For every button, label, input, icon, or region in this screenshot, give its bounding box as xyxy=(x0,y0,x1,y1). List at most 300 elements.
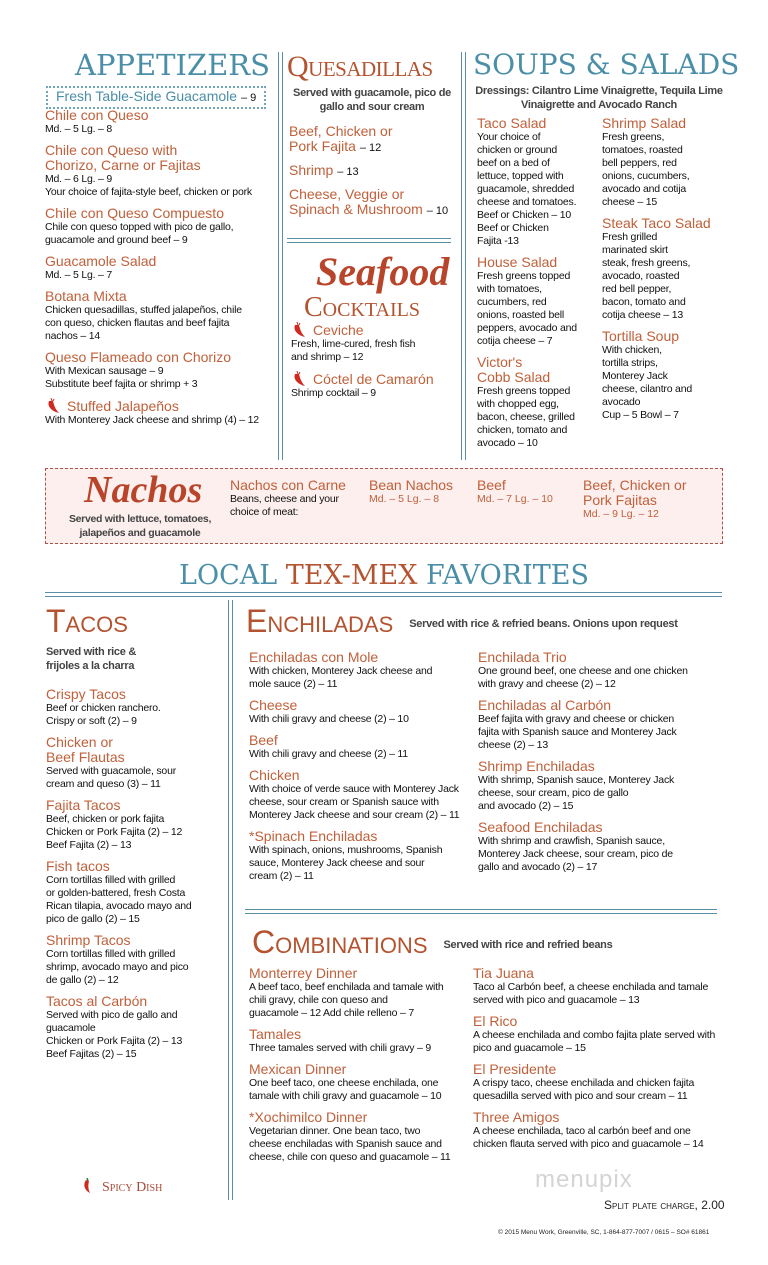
item-name-row xyxy=(249,1062,471,1077)
item-desc: Chicken quesadillas, stuffed jalapeños, chile xyxy=(45,304,242,316)
section-divider xyxy=(287,238,451,243)
item-name-row xyxy=(46,687,226,702)
seafood-title: Seafood xyxy=(316,249,450,294)
tacos-note: Served with rice & frijoles a la charra xyxy=(46,646,136,672)
item-name: Enchiladas al Carbón xyxy=(478,697,612,713)
item-desc: Three tamales served with chili gravy – 9 xyxy=(249,1042,432,1054)
item-desc: red bell pepper, xyxy=(602,283,672,295)
item-desc: Fresh, lime-cured, fresh fish xyxy=(291,338,416,350)
item-desc: chicken or ground xyxy=(477,144,558,156)
item-name: El Rico xyxy=(473,1013,518,1029)
item-desc: cheese – 15 xyxy=(602,196,658,208)
item-name-row xyxy=(45,289,277,304)
menu-item xyxy=(477,355,602,450)
item-desc: guacamole – 12 Add chile relleno – 7 xyxy=(249,1007,415,1019)
item-desc: Chicken or Pork Fajita (2) – 13 xyxy=(46,1035,183,1047)
item-desc: Served with guacamole, sour xyxy=(46,765,177,777)
item-desc: Fresh greens topped xyxy=(477,385,571,397)
item-name-row xyxy=(249,966,471,981)
item-name: Stuffed Jalapeños xyxy=(67,398,179,414)
item-name: Shrimp xyxy=(289,162,334,178)
menu-item xyxy=(473,1014,728,1055)
item-desc: With shrimp, Spanish sauce, Monterey Jack xyxy=(478,774,675,786)
menu-item xyxy=(291,371,459,400)
item-name-row xyxy=(291,371,459,387)
item-name-row xyxy=(289,139,459,156)
item-desc: tamale with chili gravy and guacamole – 10 xyxy=(249,1090,442,1102)
soups-title: SOUPS & SALADS xyxy=(473,48,740,81)
item-desc: chicken flauta served with pico and guacamole – 14 xyxy=(473,1138,704,1150)
item-name: Chile con Queso with xyxy=(45,142,178,158)
item-name: Chile con Queso xyxy=(45,107,149,123)
item-name-row xyxy=(473,1062,728,1077)
item-desc: Chicken or Pork Fajita (2) – 12 xyxy=(46,826,183,838)
item-name-row xyxy=(46,933,226,948)
enchiladas-list-left xyxy=(249,650,477,883)
item-name-row xyxy=(602,329,728,344)
item-name: Taco Salad xyxy=(477,115,547,131)
item-desc: and shrimp – 12 xyxy=(291,351,364,363)
item-desc: onions, cucumbers, xyxy=(602,170,690,182)
item-name-row xyxy=(473,1014,728,1029)
item-sizes: Md. – 7 Lg. – 10 xyxy=(477,493,553,505)
item-desc: quesadilla served with pico and sour cream – 11 xyxy=(473,1090,688,1102)
item-desc: One ground beef, one cheese and one chicken xyxy=(478,665,688,677)
item-name: Chicken xyxy=(249,767,300,783)
item-name: Mexican Dinner xyxy=(249,1061,347,1077)
item-name-row xyxy=(477,116,602,131)
item-name-row xyxy=(45,108,277,123)
tacos-block xyxy=(46,605,226,1061)
item-name: Guacamole Salad xyxy=(45,253,157,269)
item-desc: Corn tortillas filled with grilled xyxy=(46,874,176,886)
item-desc: Beef or chicken ranchero. xyxy=(46,702,161,714)
menu-item xyxy=(45,206,277,247)
menu-item xyxy=(291,322,459,364)
item-desc: avocado – 10 xyxy=(477,437,538,449)
item-name: Pork Fajitas xyxy=(583,492,657,508)
item-name-row xyxy=(478,650,723,665)
item-name: Beef, Chicken or xyxy=(289,123,393,139)
item-name: Monterrey Dinner xyxy=(249,965,358,981)
item-desc: Cup – 5 Bowl – 7 xyxy=(602,409,679,421)
item-desc: cheese, chile con queso and guacamole – 11 xyxy=(249,1151,451,1163)
featured-price: – 9 xyxy=(240,92,257,104)
item-desc: con queso, chicken flautas and beef fajita xyxy=(45,317,230,329)
item-desc: A cheese enchilada and combo fajita plate served with xyxy=(473,1029,716,1041)
menu-item xyxy=(602,216,728,322)
item-desc: Monterey Jack cheese, sour cream, pico de xyxy=(478,848,673,860)
item-price: – 10 xyxy=(426,205,449,217)
item-desc: cream (2) – 11 xyxy=(249,870,314,882)
item-desc: Beef, chicken or pork fajita xyxy=(46,813,165,825)
item-desc: With chicken, Monterey Jack cheese and xyxy=(249,665,433,677)
nachos-option xyxy=(583,478,687,521)
quesadillas-list xyxy=(285,124,459,219)
item-price: – 12 xyxy=(359,142,382,154)
item-desc: with chopped egg, xyxy=(477,398,559,410)
item-desc: Corn tortillas filled with grilled xyxy=(46,948,176,960)
item-desc: nachos – 14 xyxy=(45,330,101,342)
soups-columns xyxy=(468,116,730,450)
split-plate-charge: Split plate charge, 2.00 xyxy=(604,1198,725,1212)
item-name: Three Amigos xyxy=(473,1109,560,1125)
menu-item xyxy=(249,1027,471,1055)
nachos-option xyxy=(369,478,453,506)
item-desc: A cheese enchilada, taco al carbón beef and one xyxy=(473,1125,691,1137)
combinations-note: Served with rice and refried beans xyxy=(443,939,613,951)
item-name-row xyxy=(602,216,728,231)
item-desc: de gallo (2) – 12 xyxy=(46,974,119,986)
item-desc: Rican tilapia, avocado mayo and xyxy=(46,900,192,912)
item-desc: pico and guacamole – 15 xyxy=(473,1042,586,1054)
item-name: Beef xyxy=(249,732,278,748)
item-desc: With Mexican sausage – 9 xyxy=(45,365,164,377)
menu-item xyxy=(478,820,723,874)
spicy-legend-label: Spicy Dish xyxy=(102,1180,163,1195)
chili-pepper-icon xyxy=(80,1178,98,1194)
item-desc: guacamole and ground beef – 9 xyxy=(45,234,188,246)
chili-pepper-icon xyxy=(291,322,309,338)
item-desc: pico de gallo (2) – 15 xyxy=(46,913,140,925)
nachos-title: Nachos xyxy=(84,469,203,511)
menu-item xyxy=(289,124,459,156)
item-desc: tortilla strips, xyxy=(602,357,658,369)
item-name-row xyxy=(477,355,602,370)
section-divider xyxy=(245,909,717,914)
item-price: – 13 xyxy=(337,166,359,178)
menu-item xyxy=(602,329,728,422)
menu-item xyxy=(478,650,723,691)
item-name-row xyxy=(291,322,459,338)
item-name: Chorizo, Carne or Fajitas xyxy=(45,157,201,173)
item-name: Nachos con Carne xyxy=(230,477,346,493)
item-desc: cream and queso (3) – 11 xyxy=(46,778,161,790)
item-desc: with gravy and cheese (2) – 12 xyxy=(478,678,616,690)
chili-pepper-icon xyxy=(45,398,63,414)
menu-item xyxy=(46,994,226,1061)
item-desc: With chicken, xyxy=(602,344,662,356)
item-desc: bacon, tomato and xyxy=(602,296,686,308)
item-desc: mole sauce (2) – 11 xyxy=(249,678,338,690)
item-desc: With choice of verde sauce with Monterey Jack xyxy=(249,783,459,795)
item-desc: onions, roasted bell xyxy=(477,309,565,321)
item-desc: Beans, cheese and your xyxy=(230,493,339,505)
item-name-row xyxy=(249,1110,471,1125)
item-name-row xyxy=(477,255,602,270)
item-name-row xyxy=(477,370,602,385)
item-desc: shrimp, avocado mayo and pico xyxy=(46,961,189,973)
menu-item xyxy=(46,933,226,987)
item-desc: fajita with Spanish sauce and Monterey Jack xyxy=(478,726,677,738)
menu-item xyxy=(249,768,477,822)
item-desc: avocado and cotija xyxy=(602,183,686,195)
enchiladas-note: Served with rice & refried beans. Onions upon request xyxy=(409,618,678,630)
item-name-row xyxy=(289,124,459,139)
item-desc: tomatoes, roasted xyxy=(602,144,683,156)
item-desc: bell peppers, red xyxy=(602,157,677,169)
item-desc: marinated skirt xyxy=(602,244,668,256)
item-desc: and avocado (2) – 15 xyxy=(478,800,574,812)
enchiladas-header xyxy=(246,605,724,637)
item-desc: chili gravy, chile con queso and xyxy=(249,994,388,1006)
item-name: Tortilla Soup xyxy=(602,328,680,344)
item-name-row xyxy=(249,1027,471,1042)
menu-item xyxy=(249,1110,471,1164)
item-name: Cobb Salad xyxy=(477,369,551,385)
item-desc: guacamole xyxy=(46,1022,96,1034)
item-name-row xyxy=(478,698,723,713)
item-desc: Md. – 5 Lg. – 8 xyxy=(45,123,113,135)
menu-item xyxy=(45,143,277,199)
item-name: Steak Taco Salad xyxy=(602,215,711,231)
item-desc: With spinach, onions, mushrooms, Spanish xyxy=(249,844,443,856)
menu-item xyxy=(249,966,471,1020)
item-name: Victor's xyxy=(477,354,523,370)
item-sizes: Md. – 5 Lg. – 8 xyxy=(369,493,440,505)
item-desc: or golden-battered, fresh Costa xyxy=(46,887,186,899)
item-desc: Beef Fajitas (2) – 15 xyxy=(46,1048,137,1060)
nachos-box xyxy=(45,468,723,544)
item-name-row xyxy=(249,768,477,783)
menu-item xyxy=(45,350,277,391)
item-desc: steak, fresh greens, xyxy=(602,257,691,269)
quesadillas-title: Quesadillas xyxy=(287,52,433,82)
item-name-row xyxy=(473,1110,728,1125)
item-desc: Fajita -13 xyxy=(477,235,519,247)
item-name: Spinach & Mushroom xyxy=(289,201,423,217)
item-desc: Vegetarian dinner. One bean taco, two xyxy=(249,1125,421,1137)
item-desc: Md. – 5 Lg. – 7 xyxy=(45,269,113,281)
menu-item xyxy=(249,829,477,883)
item-name: Beef Flautas xyxy=(46,749,125,765)
menu-item xyxy=(249,698,477,726)
nachos-con-carne xyxy=(230,478,360,519)
item-name: Shrimp Salad xyxy=(602,115,687,131)
item-name: Botana Mixta xyxy=(45,288,127,304)
item-name: Enchilada Trio xyxy=(478,649,567,665)
seafood-list xyxy=(291,322,459,400)
favorites-title-favorites: FAVORITES xyxy=(426,560,589,591)
item-name: Seafood Enchiladas xyxy=(478,819,603,835)
featured-guacamole xyxy=(46,86,266,109)
item-name: Tacos al Carbón xyxy=(46,993,148,1009)
item-desc: Crispy or soft (2) – 9 xyxy=(46,715,137,727)
item-desc: guacamole, shredded xyxy=(477,183,575,195)
item-desc: chicken, tomato and xyxy=(477,424,568,436)
item-desc: With shrimp and crawfish, Spanish sauce, xyxy=(478,835,665,847)
section-divider xyxy=(45,592,722,597)
item-name: Pork Fajita xyxy=(289,138,356,154)
menu-item xyxy=(289,187,459,219)
item-desc: Taco al Carbón beef, a cheese enchilada and tamale xyxy=(473,981,709,993)
item-name-row xyxy=(473,966,728,981)
item-name-row xyxy=(249,698,477,713)
item-name: Cheese, Veggie or xyxy=(289,186,405,202)
item-name-row xyxy=(46,735,226,750)
item-name-row xyxy=(478,759,723,774)
item-desc: peppers, avocado and xyxy=(477,322,577,334)
item-name-row xyxy=(46,859,226,874)
featured-name: Fresh Table-Side Guacamole xyxy=(56,88,238,104)
copyright: © 2015 Menu Work, Greenville, SC, 1-864-877-7007 / 0615 – SO# 61861 xyxy=(498,1229,710,1236)
item-name: Beef, Chicken or xyxy=(583,477,687,493)
menu-item xyxy=(46,687,226,728)
item-name: Bean Nachos xyxy=(369,477,454,493)
item-desc: Your choice of xyxy=(477,131,541,143)
item-desc: Fresh grilled xyxy=(602,231,658,243)
item-desc: Substitute beef fajita or shrimp + 3 xyxy=(45,378,198,390)
soups-block xyxy=(468,84,730,450)
menu-item xyxy=(289,163,459,180)
quesadillas-note: Served with guacamole, pico de gallo and sour cream xyxy=(293,87,451,113)
item-name-row xyxy=(602,116,728,131)
menu-item xyxy=(477,255,602,348)
item-name: *Xochimilco Dinner xyxy=(249,1109,368,1125)
item-desc: Fresh greens topped xyxy=(477,270,571,282)
item-desc: cotija cheese – 7 xyxy=(477,335,553,347)
item-name: Ceviche xyxy=(313,322,364,338)
nachos-note: Served with lettuce, tomatoes, jalapeños and guacamole xyxy=(68,513,212,539)
item-name: Fajita Tacos xyxy=(46,797,121,813)
menu-item xyxy=(46,735,226,791)
item-name: Enchiladas con Mole xyxy=(249,649,379,665)
nachos-option xyxy=(477,478,553,506)
spicy-legend xyxy=(80,1178,162,1196)
item-name: Shrimp Enchiladas xyxy=(478,758,595,774)
item-desc: Monterey Jack xyxy=(602,370,668,382)
item-desc: Beef or Chicken xyxy=(477,222,549,234)
item-desc: cheese (2) – 13 xyxy=(478,739,548,751)
item-desc: Served with pico de gallo and xyxy=(46,1009,178,1021)
appetizers-list xyxy=(45,108,277,427)
item-name: Chile con Queso Compuesto xyxy=(45,205,224,221)
item-desc: sauce, Monterey Jack cheese and sour xyxy=(249,857,425,869)
item-name-row xyxy=(45,158,277,173)
item-name-row xyxy=(478,820,723,835)
item-name: House Salad xyxy=(477,254,558,270)
soups-note: Dressings: Cilantro Lime Vinaigrette, Tequila Lime Vinaigrette and Avocado Ranch xyxy=(475,85,723,111)
menu-item xyxy=(46,859,226,926)
item-desc: cucumbers, red xyxy=(477,296,547,308)
enchiladas-title: Enchiladas xyxy=(246,603,394,639)
item-name: Cheese xyxy=(249,697,298,713)
menu-item xyxy=(249,733,477,761)
menu-item xyxy=(473,966,728,1007)
seafood-subtitle: Cocktails xyxy=(304,292,420,323)
favorites-title-local: LOCAL xyxy=(179,560,278,591)
item-name-row xyxy=(46,994,226,1009)
item-desc: Your choice of fajita-style beef, chicken or pork xyxy=(45,186,252,198)
watermark: menupix xyxy=(535,1166,633,1193)
menu-item xyxy=(478,759,723,813)
item-desc: Md. – 6 Lg. – 9 xyxy=(45,173,113,185)
item-name-row xyxy=(249,650,477,665)
menu-item xyxy=(478,698,723,752)
item-desc: cheese and tomatoes. xyxy=(477,196,577,208)
item-desc: Shrimp cocktail – 9 xyxy=(291,387,376,399)
item-desc: Fresh greens, xyxy=(602,131,665,143)
item-desc: served with pico and guacamole – 13 xyxy=(473,994,640,1006)
item-desc: Beef Fajita (2) – 13 xyxy=(46,839,132,851)
item-name-row xyxy=(45,206,277,221)
item-name: Queso Flameado con Chorizo xyxy=(45,349,231,365)
item-desc: A beef taco, beef enchilada and tamale with xyxy=(249,981,444,993)
item-sizes: Md. – 9 Lg. – 12 xyxy=(583,508,659,520)
soups-list-left xyxy=(477,116,602,450)
item-desc: avocado, roasted xyxy=(602,270,680,282)
item-desc: beef on a bed of xyxy=(477,157,550,169)
item-desc: cheese, sour cream, pico de gallo xyxy=(478,787,629,799)
item-name-row xyxy=(45,143,277,158)
item-name: Tia Juana xyxy=(473,965,534,981)
item-desc: A crispy taco, cheese enchilada and chicken fajita xyxy=(473,1077,695,1089)
chili-pepper-icon xyxy=(291,371,309,387)
menu-item xyxy=(45,108,277,136)
item-name: Beef xyxy=(477,477,506,493)
item-name: Chicken or xyxy=(46,734,113,750)
item-desc: cotija cheese – 13 xyxy=(602,309,684,321)
item-name: Cóctel de Camarón xyxy=(313,371,434,387)
tacos-list xyxy=(46,687,226,1061)
item-name: Crispy Tacos xyxy=(46,686,126,702)
item-name-row xyxy=(249,733,477,748)
menu-item xyxy=(249,1062,471,1103)
menu-item xyxy=(249,650,477,691)
item-desc: One beef taco, one cheese enchilada, one xyxy=(249,1077,439,1089)
item-name: *Spinach Enchiladas xyxy=(249,828,378,844)
item-desc: gallo and avocado (2) – 17 xyxy=(478,861,598,873)
menu-item xyxy=(45,254,277,282)
item-desc: cheese, cilantro and xyxy=(602,383,692,395)
soups-list-right xyxy=(602,116,728,450)
item-name: Tamales xyxy=(249,1026,302,1042)
item-desc: With chili gravy and cheese (2) – 10 xyxy=(249,713,409,725)
item-desc: Monterey Jack cheese and sour cream (2) – 11 xyxy=(249,809,460,821)
item-desc: Chile con queso topped with pico de gallo, xyxy=(45,221,234,233)
favorites-title xyxy=(0,560,768,591)
combinations-header xyxy=(252,926,722,958)
item-desc: cheese enchiladas with Spanish sauce and xyxy=(249,1138,442,1150)
menu-item xyxy=(46,798,226,852)
item-name-row xyxy=(289,202,459,219)
item-name-row xyxy=(249,829,477,844)
menu-item xyxy=(473,1062,728,1103)
appetizers-title: APPETIZERS xyxy=(75,48,270,82)
combinations-list-left xyxy=(249,966,471,1164)
menu-item xyxy=(45,289,277,343)
item-name: Fish tacos xyxy=(46,858,110,874)
quesadillas-block xyxy=(285,86,459,219)
item-name-row xyxy=(46,750,226,765)
column-divider xyxy=(461,52,466,460)
item-desc: Beef fajita with gravy and cheese or chicken xyxy=(478,713,675,725)
menu-item xyxy=(45,398,277,427)
item-name: El Presidente xyxy=(473,1061,557,1077)
item-desc: avocado xyxy=(602,396,641,408)
menu-item xyxy=(477,116,602,248)
item-desc: With Monterey Jack cheese and shrimp (4) – 12 xyxy=(45,414,259,426)
column-divider xyxy=(228,600,233,1200)
item-name: Shrimp Tacos xyxy=(46,932,131,948)
item-desc: with tomatoes, xyxy=(477,283,542,295)
favorites-title-texmex: TEX-MEX xyxy=(285,560,418,591)
item-name-row xyxy=(289,187,459,202)
column-divider xyxy=(278,52,283,460)
item-name-row xyxy=(46,798,226,813)
item-desc: choice of meat: xyxy=(230,506,299,518)
item-desc: With chili gravy and cheese (2) – 11 xyxy=(249,748,408,760)
